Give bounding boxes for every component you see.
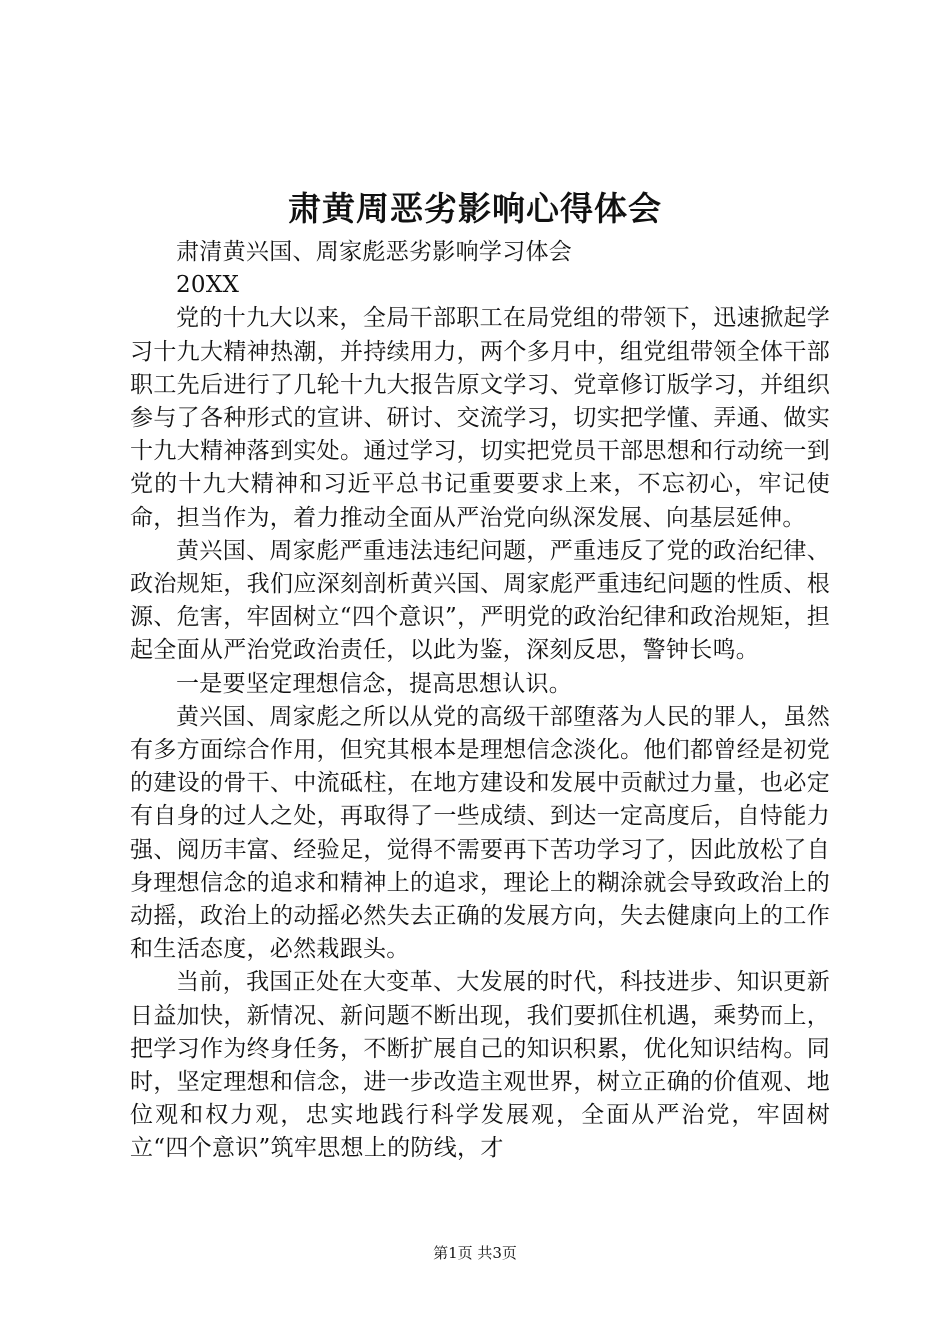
paragraph: 一是要坚定理想信念，提高思想认识。 [176,670,573,697]
paragraph: 黄兴国、周家彪之所以从党的高级干部堕落为人民的罪人，虽然有多方面综合作用，但究其根本是理想信念淡化。他们都曾经是初党的建设的骨干、中流砥柱，在地方建设和发展中贡献过力量，也必定有自身的过人之处，再取得了一些成绩、到达一定高度后，自恃能力强、阅历丰富、经验足，觉得不需要再下苦功学习了，因此放松了自身理想信念的追求和精神上的追求，理论上的糊涂就会导致政治上的动摇，政治上的动摇必然失去正确的发展方向，失去健康向上的工作和生活态度，必然栽跟头。 [130,703,830,963]
paragraph: 黄兴国、周家彪严重违法违纪问题，严重违反了党的政治纪律、政治规矩，我们应深刻剖析黄兴国、周家彪严重违纪问题的性质、根源、危害，牢固树立“四个意识”，严明党的政治纪律和政治规矩，担起全面从严治党政治责任，以此为鉴，深刻反思，警钟长鸣。 [130,537,830,664]
document-title: 肃黄周恶劣影响心得体会 [288,189,662,228]
page-footer: 第1页 共3页 [433,1244,517,1262]
document-body [130,236,830,1166]
paragraph: 党的十九大以来，全局干部职工在局党组的带领下，迅速掀起学习十九大精神热潮，并持续用力，两个多月中，组党组带领全体干部职工先后进行了几轮十九大报告原文学习、党章修订版学习，并组织参与了各种形式的宣讲、研讨、交流学习，切实把学懂、弄通、做实十九大精神落到实处。通过学习，切实把党员干部思想和行动统一到党的十九大精神和习近平总书记重要要求上来，不忘初心，牢记使命，担当作为，着力推动全面从严治党向纵深发展、向基层延伸。 [130,305,830,531]
document-subtitle: 肃清黄兴国、周家彪恶劣影响学习体会 [176,239,573,265]
paragraph: 当前，我国正处在大变革、大发展的时代，科技进步、知识更新日益加快，新情况、新问题不断出现，我们要抓住机遇，乘势而上，把学习作为终身任务，不断扩展自己的知识积累，优化知识结构。同时，坚定理想和信念，进一步改造主观世界，树立正确的价值观、地位观和权力观，忠实地践行科学发展观，全面从严治党，牢固树立“四个意识”筑牢思想上的防线，才 [130,969,830,1162]
document-year: 20XX [176,272,240,299]
